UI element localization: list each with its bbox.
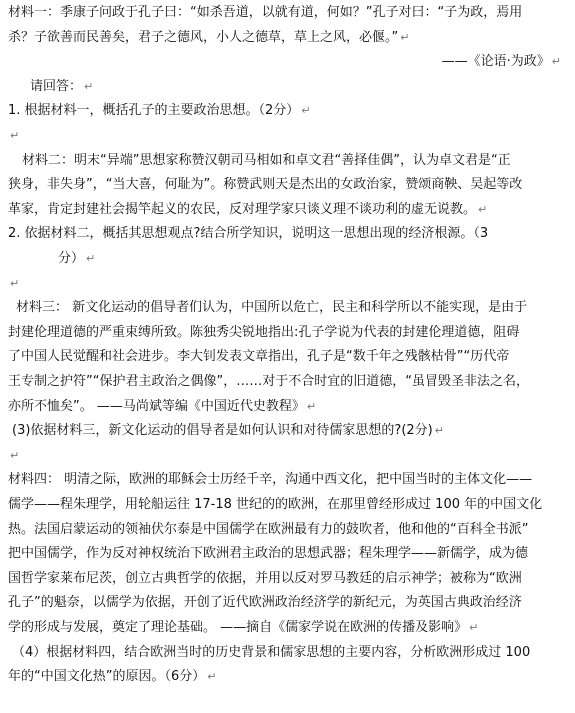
paragraph-mark-icon: ↵ (301, 104, 311, 118)
text-line (8, 396, 569, 418)
line-text: 年的“中国文化热”的原因。（6分） (8, 669, 206, 685)
paragraph-mark-icon: ↵ (84, 79, 94, 93)
line-text: 材料二：明末“异端”思想家称赞汉朝司马相如和卓文君“善择佳偶”，认为卓文君是“正 (22, 152, 511, 168)
text-line (8, 27, 569, 49)
text-line (8, 174, 569, 196)
line-text: 学的形成与发展，奠定了理论基础。 ——摘自《儒家学说在欧洲的传播及影响》 (8, 620, 468, 635)
line-text: 王专制之护符”“保护君主政治之偶像”，……对于不合时宜的旧道德，“虽冒毁圣非法之名， (8, 374, 529, 389)
text-line (8, 469, 569, 491)
text-line (8, 519, 569, 541)
text-line (8, 666, 569, 688)
line-text: 1. 根据材料一，概括孔子的主要政治思想。（2分） (8, 103, 300, 119)
text-line (8, 322, 569, 344)
text-line (8, 568, 569, 590)
paragraph-mark-icon: ↵ (551, 55, 561, 69)
line-text: 把中国儒学，作为反对神权统治下欧洲君主政治的思想武器；程朱理学——新儒学，成为德 (8, 546, 529, 562)
paragraph-mark-icon: ↵ (306, 399, 317, 413)
text-line (8, 199, 569, 221)
text-line (8, 420, 569, 442)
text-line (8, 642, 569, 664)
text-line (8, 371, 569, 393)
line-text: 材料一：季康子问政于孔子曰：“如杀吾道，以就有道，何如？”孔子对曰：“子为政，焉用 (8, 5, 523, 20)
text-line (8, 248, 569, 270)
text-line (8, 297, 569, 319)
text-line (8, 543, 569, 565)
line-text: (3)依据材料三，新文化运动的倡导者是如何认识和对待儒家思想的?(2分) (12, 423, 433, 439)
text-line (8, 445, 569, 467)
line-text: 杀？子欲善而民善矣，君子之德风，小人之德草，草上之风，必偃。” (8, 29, 399, 45)
paragraph-mark-icon: ↵ (207, 670, 217, 684)
paragraph-mark-icon: ↵ (10, 448, 20, 462)
text-line (8, 494, 569, 516)
text-line (8, 125, 569, 147)
line-text: 材料三： 新文化运动的倡导者们认为，中国所以危亡，民主和科学所以不能实现，是由于 (16, 300, 528, 316)
line-text: 热。法国启蒙运动的领袖伏尔泰是中国儒学在欧洲最有力的鼓吹者，他和他的“百科全书派” (8, 521, 529, 537)
paragraph-mark-icon: ↵ (434, 424, 444, 438)
line-text: 亦所不恤矣”。 ——马尚斌等编《中国近代史教程》 (8, 398, 305, 414)
text-line (8, 51, 561, 73)
line-text: 孔子”的魁奈，以儒学为依据，开创了近代欧洲政治经济学的新纪元，为英国古典政治经济 (8, 595, 522, 611)
text-line (8, 76, 569, 98)
text-line (8, 2, 569, 24)
line-text: 分） (58, 251, 85, 266)
paragraph-mark-icon: ↵ (86, 252, 96, 265)
text-line (8, 223, 569, 245)
line-text: 国哲学家莱布尼茨，创立古典哲学的依据，并用以反对罗马教廷的启示神学；被称为“欧洲 (8, 570, 522, 586)
line-text: ——《论语·为政》 (441, 54, 550, 70)
line-text: 革家，肯定封建社会揭竿起义的农民，反对理学家只谈义理不谈功利的虚无说教。 (8, 201, 477, 217)
paragraph-mark-icon: ↵ (478, 202, 488, 216)
line-text: 请回答： (30, 78, 83, 94)
text-line (8, 100, 569, 122)
text-line (8, 346, 569, 368)
paragraph-mark-icon: ↵ (469, 621, 479, 634)
line-text: 了中国人民觉醒和社会进步。李大钊发表文章指出，孔子是“数千年之残骸枯骨”“历代帝 (8, 349, 510, 365)
line-text: 狭身，非失身”，“当大喜，何耻为”。称赞武则天是杰出的女政治家，赞颂商鞅、吴起等改 (8, 177, 523, 193)
paragraph-mark-icon: ↵ (10, 129, 20, 142)
line-text: 儒学——程朱理学，用轮船运往 17-18 世纪的的欧洲，在那里曾经形成过 100 年的中国文化 (8, 497, 543, 512)
line-text: 材料四： 明清之际，欧洲的耶稣会士历经千辛，沟通中西文化，把中国当时的主体文化—— (8, 472, 533, 488)
text-line (8, 273, 569, 295)
paragraph-mark-icon: ↵ (400, 30, 410, 44)
line-text: （4）根据材料四，结合欧洲当时的历史背景和儒家思想的主要内容，分析欧洲形成过 100 (12, 644, 531, 660)
text-line (8, 592, 569, 614)
text-line (8, 617, 569, 639)
paragraph-mark-icon: ↵ (10, 276, 20, 290)
line-text: 封建伦理道德的严重束缚所致。陈独秀尖锐地指出:孔子学说为代表的封建伦理道德，阻碍 (8, 324, 520, 340)
line-text: 2. 依据材料二，概括其思想观点?结合所学知识，说明这一思想出现的经济根源。（3 (8, 226, 489, 242)
text-line (8, 150, 569, 172)
